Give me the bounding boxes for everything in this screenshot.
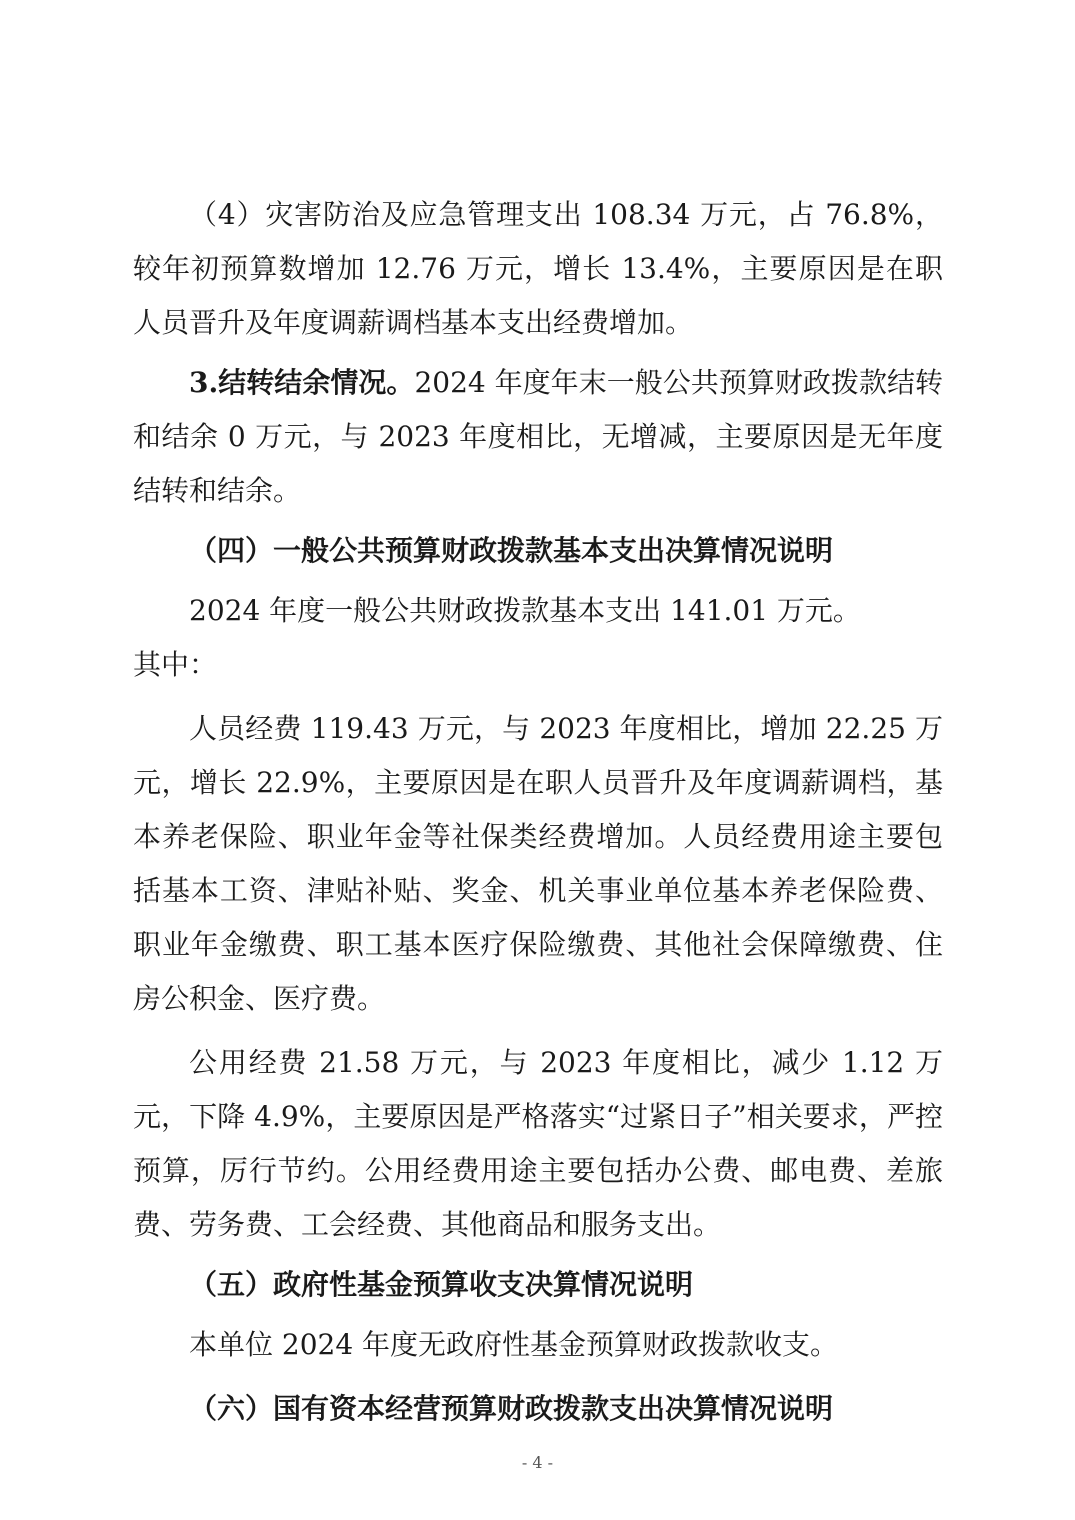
paragraph-government-fund: 本单位 2024 年度无政府性基金预算财政拨款收支。 [189, 1328, 839, 1361]
carryover-lead: 3.结转结余情况。 [189, 366, 415, 399]
paragraph-personnel-expenses: 人员经费 119.43 万元，与 2023 年度相比，增加 22.25 万元，增长 22.9%，主要原因是在职人员晋升及年度调薪调档，基本养老保险、职业年金等社保类经费增加。人员经费用途主要包括基本工资、津贴补贴、奖金、机关事业单位基本养老保险费、职业年金缴费、职工基本医疗保险缴费、其他社会保障缴费、住房公积金、医疗费。 [133, 712, 943, 1015]
paragraph-carryover [133, 356, 943, 518]
document-body [133, 188, 943, 1436]
heading-basic-expenditure: （四）一般公共预算财政拨款基本支出决算情况说明 [189, 534, 834, 567]
paragraph-public-expenses: 公用经费 21.58 万元，与 2023 年度相比，减少 1.12 万元，下降 4.9%，主要原因是严格落实“过紧日子”相关要求，严控预算，厉行节约。公用经费用途主要包括办公费、邮电费、差旅费、劳务费、工会经费、其他商品和服务支出。 [133, 1046, 943, 1241]
page-number: - 4 - [521, 1453, 554, 1472]
paragraph-basic-expenditure-total: 2024 年度一般公共财政拨款基本支出 141.01 万元。 [189, 594, 861, 627]
carryover-body: 2024 年度年末一般公共预算财政拨款结转和结余 0 万元，与 2023 年度相比，无增减，主要原因是无年度结转和结余。 [133, 366, 943, 507]
paragraph-disaster-prevention: （4）灾害防治及应急管理支出 108.34 万元，占 76.8%，较年初预算数增加 12.76 万元，增长 13.4%，主要原因是在职人员晋升及年度调薪调档基本支出经费增加。 [133, 198, 943, 339]
paragraph-among: 其中： [133, 648, 218, 681]
heading-state-capital: （六）国有资本经营预算财政拨款支出决算情况说明 [189, 1392, 834, 1425]
heading-government-fund: （五）政府性基金预算收支决算情况说明 [189, 1268, 694, 1301]
